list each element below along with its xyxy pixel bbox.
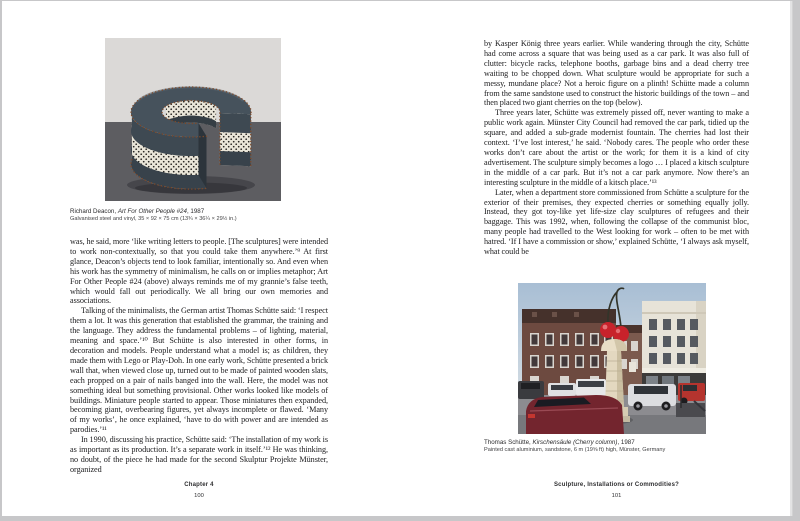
left-image-caption (70, 208, 320, 223)
right-page-footer (484, 482, 749, 499)
page-fore-edge (790, 1, 793, 516)
book-spread (2, 1, 791, 516)
body-paragraph: by Kasper König three years earlier. While wandering through the city, Schütte had come across a square that was being used as a car park. It was also full of clutter: bicycle racks, telephone booths, garbage bins and a dead cherry tree waiting to be chopped down. What sculpture would be appropriate for such a messy, mundane place? Not a heroic figure on a plinth! Schütte made a column from the same sandstone used to construct the historic buildings of the town – and then placed two giant cherries on the top (below). (484, 39, 749, 108)
right-page-body (484, 39, 749, 257)
left-page-body (70, 237, 328, 475)
chapter-label: Chapter 4 (184, 482, 214, 488)
caption-year: , 1987 (186, 208, 205, 215)
caption-artwork-title: Kirschensäule (Cherry column) (532, 439, 618, 446)
caption-artwork-line (70, 208, 320, 216)
left-page-footer (70, 482, 328, 499)
body-paragraph: Later, when a department store commissioned from Schütte a sculpture for the exterior of their premises, they expected cherries or something equally jolly. Instead, they got toy-like yet life-size clay sculptures of refugees and their baggage. This was 1992, when, following the collapse of the communist bloc, many people had travelled to the West looking for work – often to be met with hatred. ‘If I have a commission or show,’ explained Schütte, ‘I always ask myself, what could be (484, 187, 749, 257)
body-paragraph: Three years later, Schütte was extremely pissed off, never wanting to make a public work again. Münster City Council had removed the car park, tidied up the square, and added a sub-grade modernist fountain. The cherries had lost their context. ‘I’ve lost interest,’ he said. ‘Nobody cares. The people who order these works don’t care about the artist or the work; for them it is a kind of city advertisement. The sculpture simply becomes a logo … I placed a kitsch sculpture in the middle of a car park. But it’s not a car park anymore. Now there’s an interesting sculpture in the middle of a kitsch place.’¹³ (484, 108, 749, 187)
right-image-caption (484, 439, 746, 454)
modernist-building (642, 301, 706, 395)
maroon-car (526, 395, 624, 434)
section-title: Sculpture, Installations or Commodities? (553, 482, 679, 488)
page-number-left: 100 (194, 493, 204, 499)
body-paragraph: was, he said, more ‘like writing letters to people. [The sculptures] were intended to work non-contextually, so that you could take them anywhere.’⁹ At first glance, Deacon’s objects tend to look familiar, intentionally so. And even when his work has the symmetry of minimalism, he calls on or implies metaphor; Art For Other People #24 (above) always reminds me of my grannie’s false teeth, which would fall out periodically. We all bring our own memories and associations. (70, 237, 328, 306)
caption-artwork-line (484, 439, 746, 447)
body-paragraph: In 1990, discussing his practice, Schütte said: ‘The installation of my work is as important as its production. It’s a separate work in itself.’¹² He was thinking, no doubt, of the piece he had made for the second Skulptur Projekte Münster, organized (70, 435, 328, 474)
deacon-sculpture-photo (105, 38, 281, 201)
body-paragraph: Talking of the minimalists, the German artist Thomas Schütte said: ‘I respect them a lot. It was this generation that established the grammar, the training and the language. They address the fundamental problems – of lighting, material, meaning and space.’¹⁰ But Schütte is also interested in other forms, in decoration and models. People understand what a model is; as children, they made them with Lego or Play-Doh. In one early work, Schütte presented a brick wall that, when viewed close up, turned out to be made of painted wooden slats, each propped on a pair of nails banged into the wall. Here, the model was not something ideal but something provisional. Other works looked like models of buildings. Miniature people started to appear. Those miniatures then expanded, becoming giant, overbearing figures, yet always incomplete or flawed. ‘Many of my works’, he once explained, ‘have to do with power and are intended as parodies.’¹¹ (70, 306, 328, 435)
caption-year: , 1987 (617, 439, 635, 446)
caption-artist: Richard Deacon, (70, 208, 118, 215)
caption-materials: Painted cast aluminium, sandstone, 6 m (19⅝ ft) high, Münster, Germany (484, 446, 666, 453)
page-number-right: 101 (611, 493, 622, 499)
kirschensaule-photo (518, 283, 706, 434)
caption-artwork-title: Art For Other People #24 (117, 208, 187, 215)
caption-materials: Galvanised steel and vinyl, 35 × 92 × 75 cm (13¾ × 36¼ × 29½ in.) (70, 215, 237, 222)
caption-artist: Thomas Schütte, (484, 439, 533, 446)
